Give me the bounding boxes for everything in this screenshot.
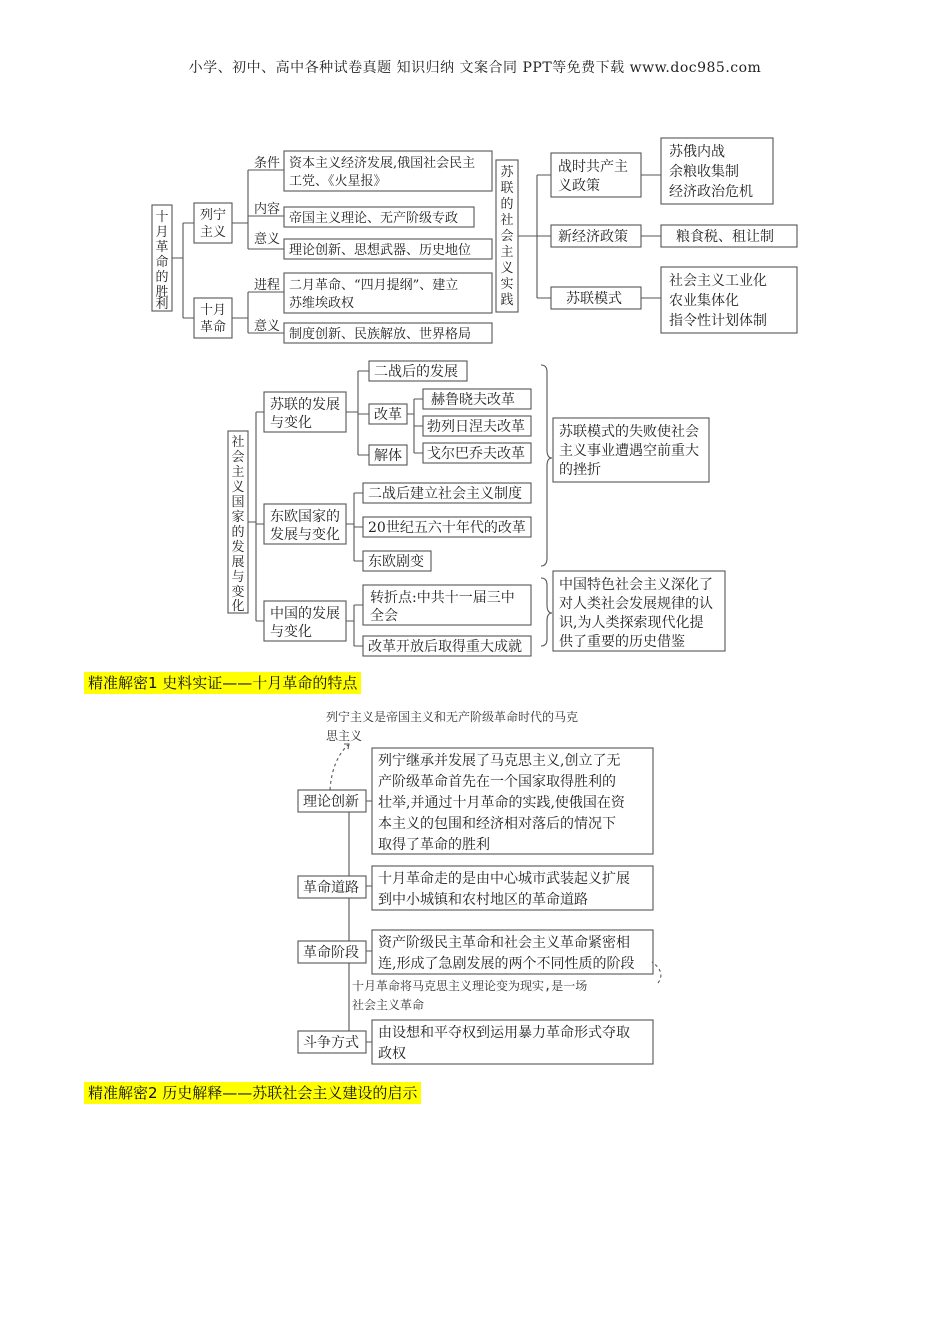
text: 转折点:中共十一届三中	[370, 590, 515, 606]
text: 十月革命走的是由中心城市武装起义扩展	[378, 871, 630, 887]
root-char: 革	[155, 240, 169, 255]
text: 改革	[374, 407, 402, 423]
root-char: 的	[155, 270, 169, 285]
label-content: 内容	[254, 202, 281, 217]
text: 实	[500, 277, 514, 292]
text: 主	[231, 465, 245, 480]
annotation-october-socialist: 社会主义革命	[352, 998, 425, 1012]
text: 革命道路	[303, 880, 359, 896]
label-conditions: 条件	[254, 156, 281, 171]
text: 供了重要的历史借鉴	[559, 634, 685, 650]
root-char: 月	[155, 225, 169, 240]
text: 十月	[199, 303, 227, 318]
text: 与变化	[270, 415, 312, 431]
text: 革命	[199, 320, 227, 335]
text: 的挫折	[559, 462, 601, 478]
text: 展	[231, 555, 245, 570]
text: 识,为人类探索现代化提	[559, 615, 704, 631]
text: 义政策	[558, 178, 600, 194]
text: 变	[231, 585, 245, 600]
mindmap-october-revolution	[152, 151, 492, 343]
text: 义	[231, 480, 245, 495]
text: 粮食税、租让制	[676, 229, 774, 245]
text: 的	[231, 525, 245, 540]
text: 解体	[374, 448, 402, 464]
text: 国	[231, 495, 245, 510]
text: 践	[500, 293, 514, 308]
mindmap-october-features	[298, 709, 661, 1064]
node-leninism-text: 主义	[199, 225, 227, 240]
text: 东欧剧变	[368, 554, 424, 570]
text: 到中小城镇和农村地区的革命道路	[378, 892, 588, 908]
text: 产阶级革命首先在一个国家取得胜利的	[378, 774, 616, 790]
text: 的	[500, 197, 514, 212]
mindmap-soviet-practice	[496, 138, 797, 333]
root-char: 利	[155, 297, 169, 312]
text: 苏俄内战	[669, 144, 725, 160]
text: 苏联模式	[566, 291, 622, 307]
text: 连,形成了急剧发展的两个不同性质的阶段	[378, 956, 635, 972]
text: 与	[231, 570, 245, 585]
text: 与变化	[270, 624, 312, 640]
text: 联	[500, 181, 514, 196]
root-char: 胜	[155, 285, 169, 300]
text: 二战后的发展	[374, 364, 458, 380]
text: 苏联的发展	[270, 397, 340, 413]
text: 取得了革命的胜利	[378, 837, 490, 853]
text: 发	[231, 540, 245, 555]
text: 指令性计划体制	[669, 313, 767, 329]
text: 家	[231, 510, 245, 525]
text: 对人类社会发展规律的认	[559, 596, 713, 612]
text: 战时共产主	[558, 159, 628, 175]
text: 由设想和平夺权到运用暴力革命形式夺取	[378, 1025, 630, 1041]
annotation-leninism: 思主义	[326, 729, 363, 743]
text: 资本主义经济发展,俄国社会民主	[289, 156, 476, 171]
text: 二月革命、“四月提纲”、建立	[289, 278, 459, 293]
text: 赫鲁晓夫改革	[431, 392, 515, 408]
text: 东欧国家的	[270, 509, 340, 525]
mindmap-socialist-countries	[228, 361, 725, 656]
text: 社	[231, 435, 245, 450]
text: 列宁继承并发展了马克思主义,创立了无	[378, 753, 621, 769]
label-process: 进程	[254, 278, 281, 293]
text: 农业集体化	[669, 293, 739, 309]
text: 义	[500, 261, 514, 276]
text: 会	[500, 229, 514, 244]
text: 资产阶级民主革命和社会主义革命紧密相	[378, 935, 630, 951]
text: 斗争方式	[303, 1035, 359, 1051]
text: 政权	[378, 1046, 406, 1062]
section-title-2: 精准解密2 历史解释——苏联社会主义建设的启示	[84, 1082, 421, 1104]
text: 发展与变化	[270, 527, 340, 543]
text: 新经济政策	[558, 229, 628, 245]
node-leninism-text: 列宁	[199, 208, 227, 223]
root-text	[155, 209, 168, 312]
text: 改革开放后取得重大成就	[368, 639, 522, 655]
text: 中国的发展	[270, 606, 340, 622]
text: 化	[231, 599, 245, 614]
text: 勃列日涅夫改革	[427, 419, 525, 435]
text: 理论创新、思想武器、历史地位	[289, 243, 472, 258]
text: 主	[500, 245, 514, 260]
label-significance: 意义	[254, 232, 281, 247]
text: 余粮收集制	[669, 164, 739, 180]
text: 苏维埃政权	[289, 296, 355, 311]
section-title-1: 精准解密1 史料实证——十月革命的特点	[84, 672, 361, 694]
text: 社	[500, 213, 514, 228]
text: 制度创新、民族解放、世界格局	[289, 327, 472, 342]
text: 主义事业遭遇空前重大	[559, 443, 699, 459]
text: 社会主义工业化	[669, 273, 767, 289]
annotation-leninism: 列宁主义是帝国主义和无产阶级革命时代的马克	[326, 710, 579, 724]
text: 二战后建立社会主义制度	[368, 486, 522, 502]
root-char: 十	[155, 210, 169, 225]
text: 工党、《火星报》	[289, 174, 387, 189]
annotation-october-socialist: 十月革命将马克思主义理论变为现实,是一场	[352, 979, 588, 993]
text: 全会	[370, 608, 398, 624]
text: 经济政治危机	[669, 184, 753, 200]
text: 苏联模式的失败使社会	[559, 424, 699, 440]
label-significance: 意义	[254, 319, 281, 334]
text: 苏	[500, 165, 514, 180]
text: 革命阶段	[303, 945, 359, 961]
root-char: 命	[155, 255, 169, 270]
text: 会	[231, 450, 245, 465]
text: 帝国主义理论、无产阶级专政	[289, 211, 459, 226]
text: 本主义的包围和经济相对落后的情况下	[378, 816, 616, 832]
text: 20世纪五六十年代的改革	[368, 520, 526, 536]
page-header: 小学、初中、高中各种试卷真题 知识归纳 文案合同 PPT等免费下载 www.doc985.com	[188, 60, 762, 76]
text: 中国特色社会主义深化了	[559, 577, 713, 593]
text: 壮举,并通过十月革命的实践,使俄国在资	[378, 795, 625, 811]
text: 理论创新	[303, 794, 359, 810]
text: 戈尔巴乔夫改革	[427, 446, 525, 462]
